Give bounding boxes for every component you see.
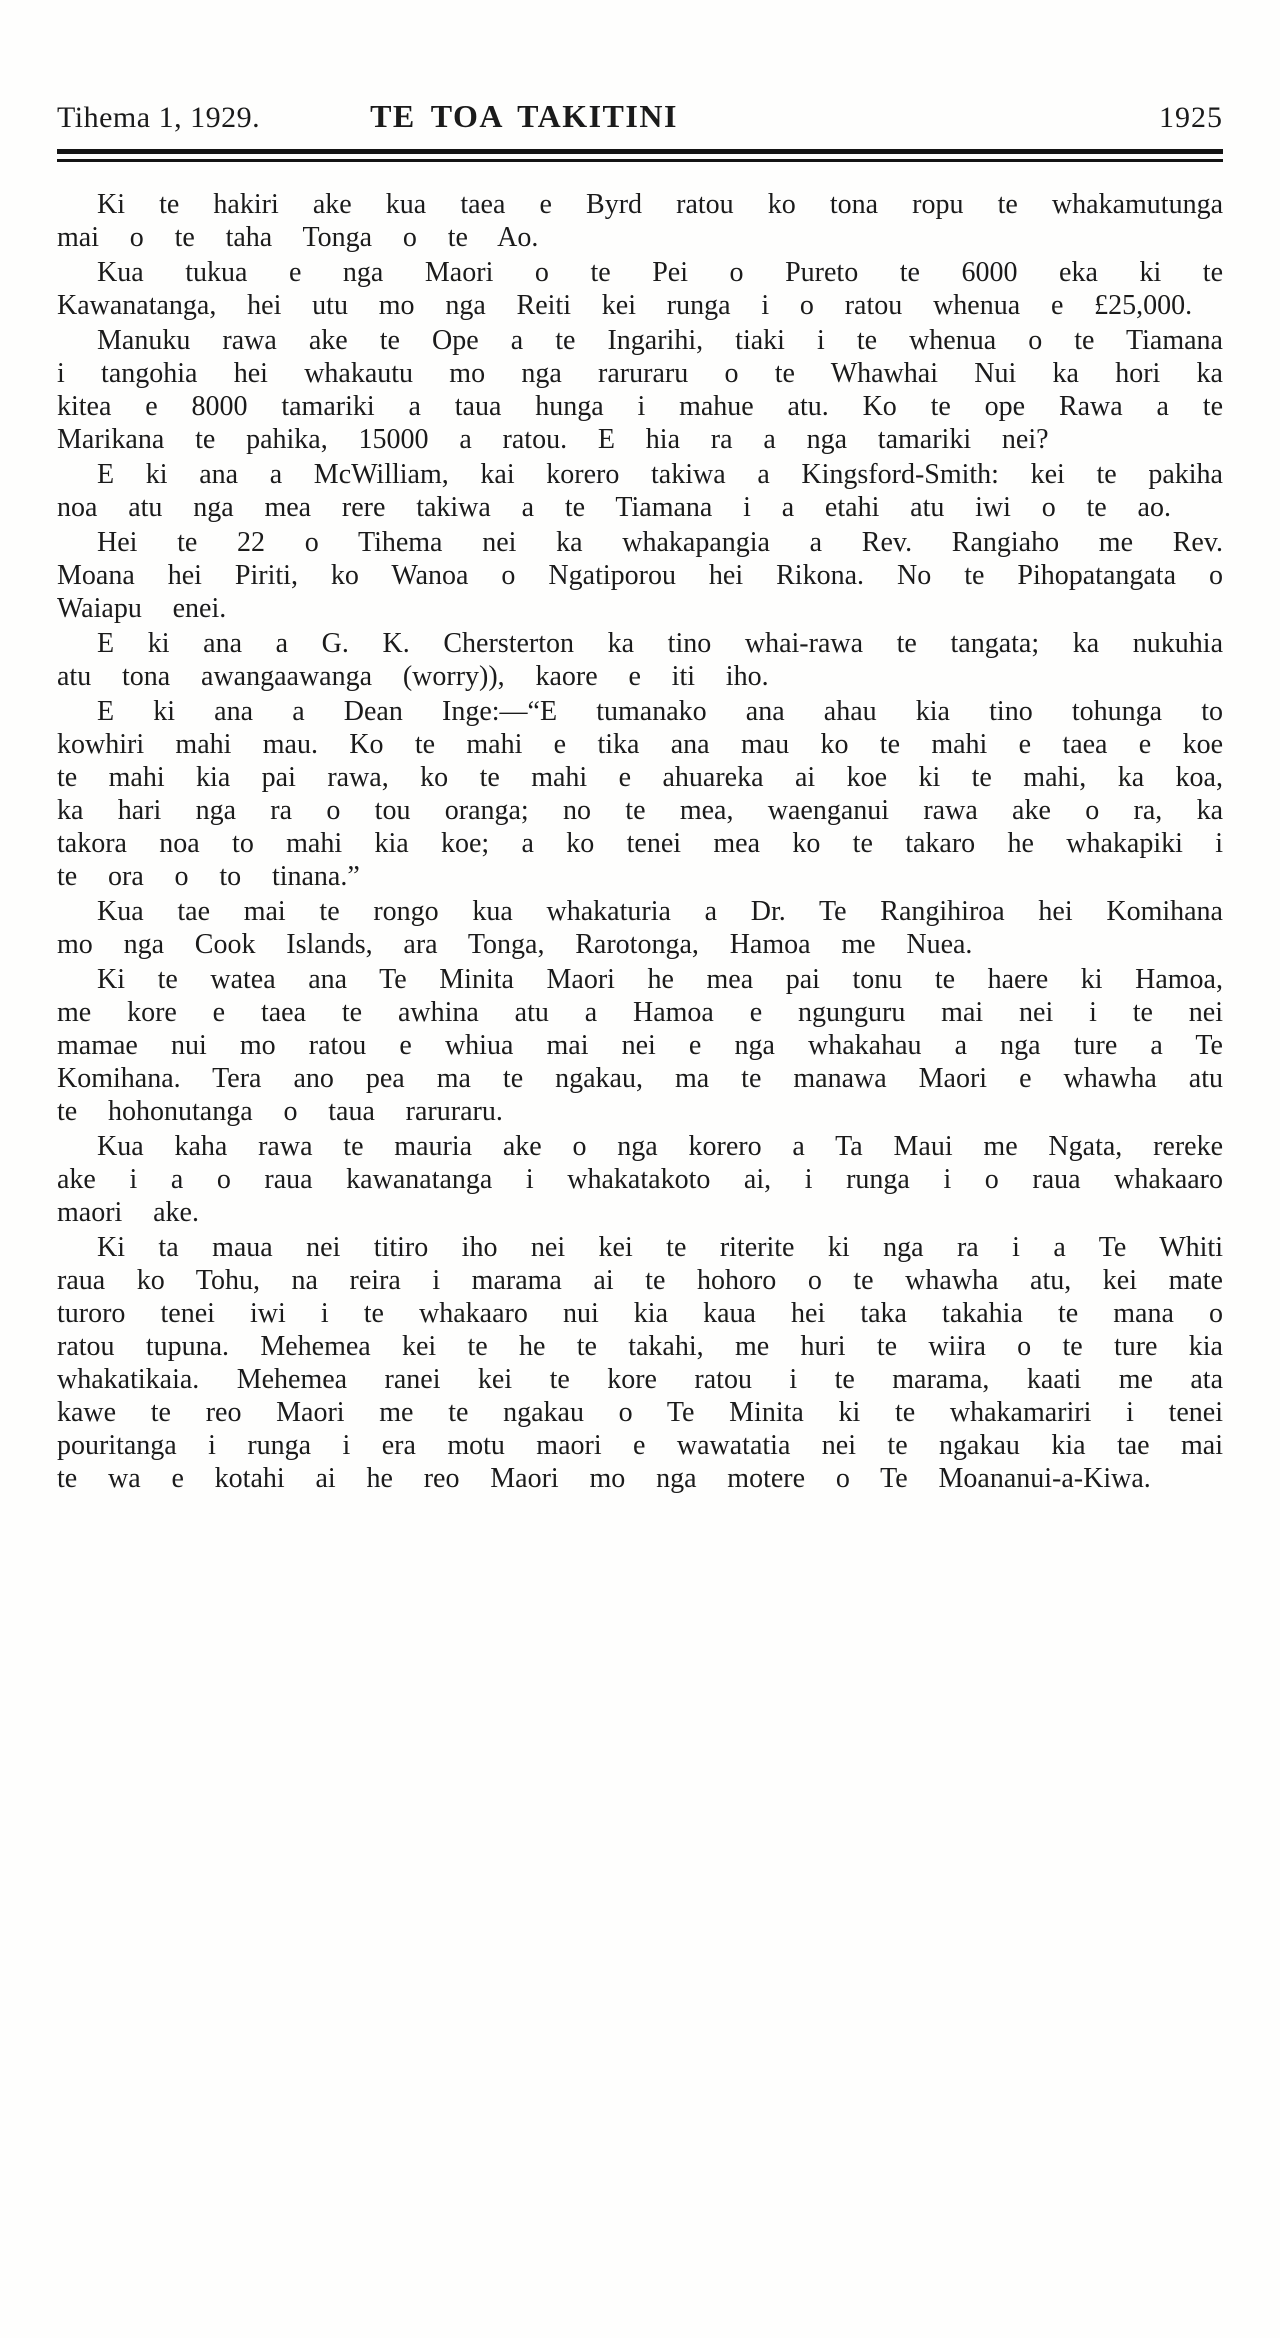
- paragraph: Ki ta maua nei titiro iho nei kei te riterite ki nga ra i a Te Whiti raua ko Tohu, na reira i marama ai te hohoro o te whawha atu, kei mate turoro tenei iwi i te whakaaro nui kia kaua hei taka takahia te mana o ratou tupuna. Mehemea kei te he te takahi, me huri te wiira o te ture kia whakatikaia. Mehemea ranei kei te kore ratou i te marama, kaati me ata kawe te reo Maori me te ngakau o Te Minita ki te whakamariri i tenei pouritanga i runga i era motu maori e wawatatia nei te ngakau kia tae mai te wa e kotahi ai he reo Maori mo nga motere o Te Moananui-a-Kiwa.: [57, 1232, 1223, 1494]
- paragraph: Ki te watea ana Te Minita Maori he mea pai tonu te haere ki Hamoa, me kore e taea te awhina atu a Hamoa e ngunguru mai nei i te nei mamae nui mo ratou e whiua mai nei e nga whakahau a nga ture a Te Komihana. Tera ano pea ma te ngakau, ma te manawa Maori e whawha atu te hohonutanga o taua raruraru.: [57, 964, 1223, 1127]
- paragraph: Kua tukua e nga Maori o te Pei o Pureto te 6000 eka ki te Kawanatanga, hei utu mo nga Reiti kei runga i o ratou whenua e £25,000.: [57, 257, 1223, 321]
- paragraph: Hei te 22 o Tihema nei ka whakapangia a Rev. Rangiaho me Rev. Moana hei Piriti, ko Wanoa o Ngatiporou hei Rikona. No te Pihopatangata o Waiapu enei.: [57, 527, 1223, 624]
- publication-title: TE TOA TAKITINI: [370, 98, 678, 134]
- paragraph: Kua tae mai te rongo kua whakaturia a Dr. Te Rangihiroa hei Komihana mo nga Cook Islands, ara Tonga, Rarotonga, Hamoa me Nuea.: [57, 896, 1223, 960]
- paragraph: Ki te hakiri ake kua taea e Byrd ratou ko tona ropu te whakamutunga mai o te taha Tonga o te Ao.: [57, 189, 1223, 253]
- page-header: [57, 98, 1223, 135]
- page-number: 1925: [1159, 101, 1223, 134]
- paragraph: E ki ana a McWilliam, kai korero takiwa a Kingsford-Smith: kei te pakiha noa atu nga mea rere takiwa a te Tiamana i a etahi atu iwi o te ao.: [57, 459, 1223, 523]
- header-divider-rule: [57, 149, 1223, 162]
- issue-date: Tihema 1, 1929.: [57, 101, 261, 134]
- paragraph: E ki ana a Dean Inge:—“E tumanako ana ahau kia tino tohunga to kowhiri mahi mau. Ko te mahi e tika ana mau ko te mahi e taea e koe te mahi kia pai rawa, ko te mahi e ahuareka ai koe ki te mahi, ka koa, ka hari nga ra o tou oranga; no te mea, waenganui rawa ake o ra, ka takora noa to mahi kia koe; a ko tenei mea ko te takaro he whakapiki i te ora o to tinana.”: [57, 696, 1223, 892]
- paragraph: Kua kaha rawa te mauria ake o nga korero a Ta Maui me Ngata, rereke ake i a o raua kawanatanga i whakatakoto ai, i runga i o raua whakaaro maori ake.: [57, 1131, 1224, 1228]
- article-body: [57, 188, 1223, 1495]
- paragraph: E ki ana a G. K. Chersterton ka tino whai-rawa te tangata; ka nukuhia atu tona awangaawanga (worry)), kaore e iti iho.: [57, 628, 1223, 692]
- paragraph: Manuku rawa ake te Ope a te Ingarihi, tiaki i te whenua o te Tiamana i tangohia hei whakautu mo nga raruraru o te Whawhai Nui ka hori ka kitea e 8000 tamariki a taua hunga i mahue atu. Ko te ope Rawa a te Marikana te pahika, 15000 a ratou. E hia ra a nga tamariki nei?: [57, 325, 1223, 455]
